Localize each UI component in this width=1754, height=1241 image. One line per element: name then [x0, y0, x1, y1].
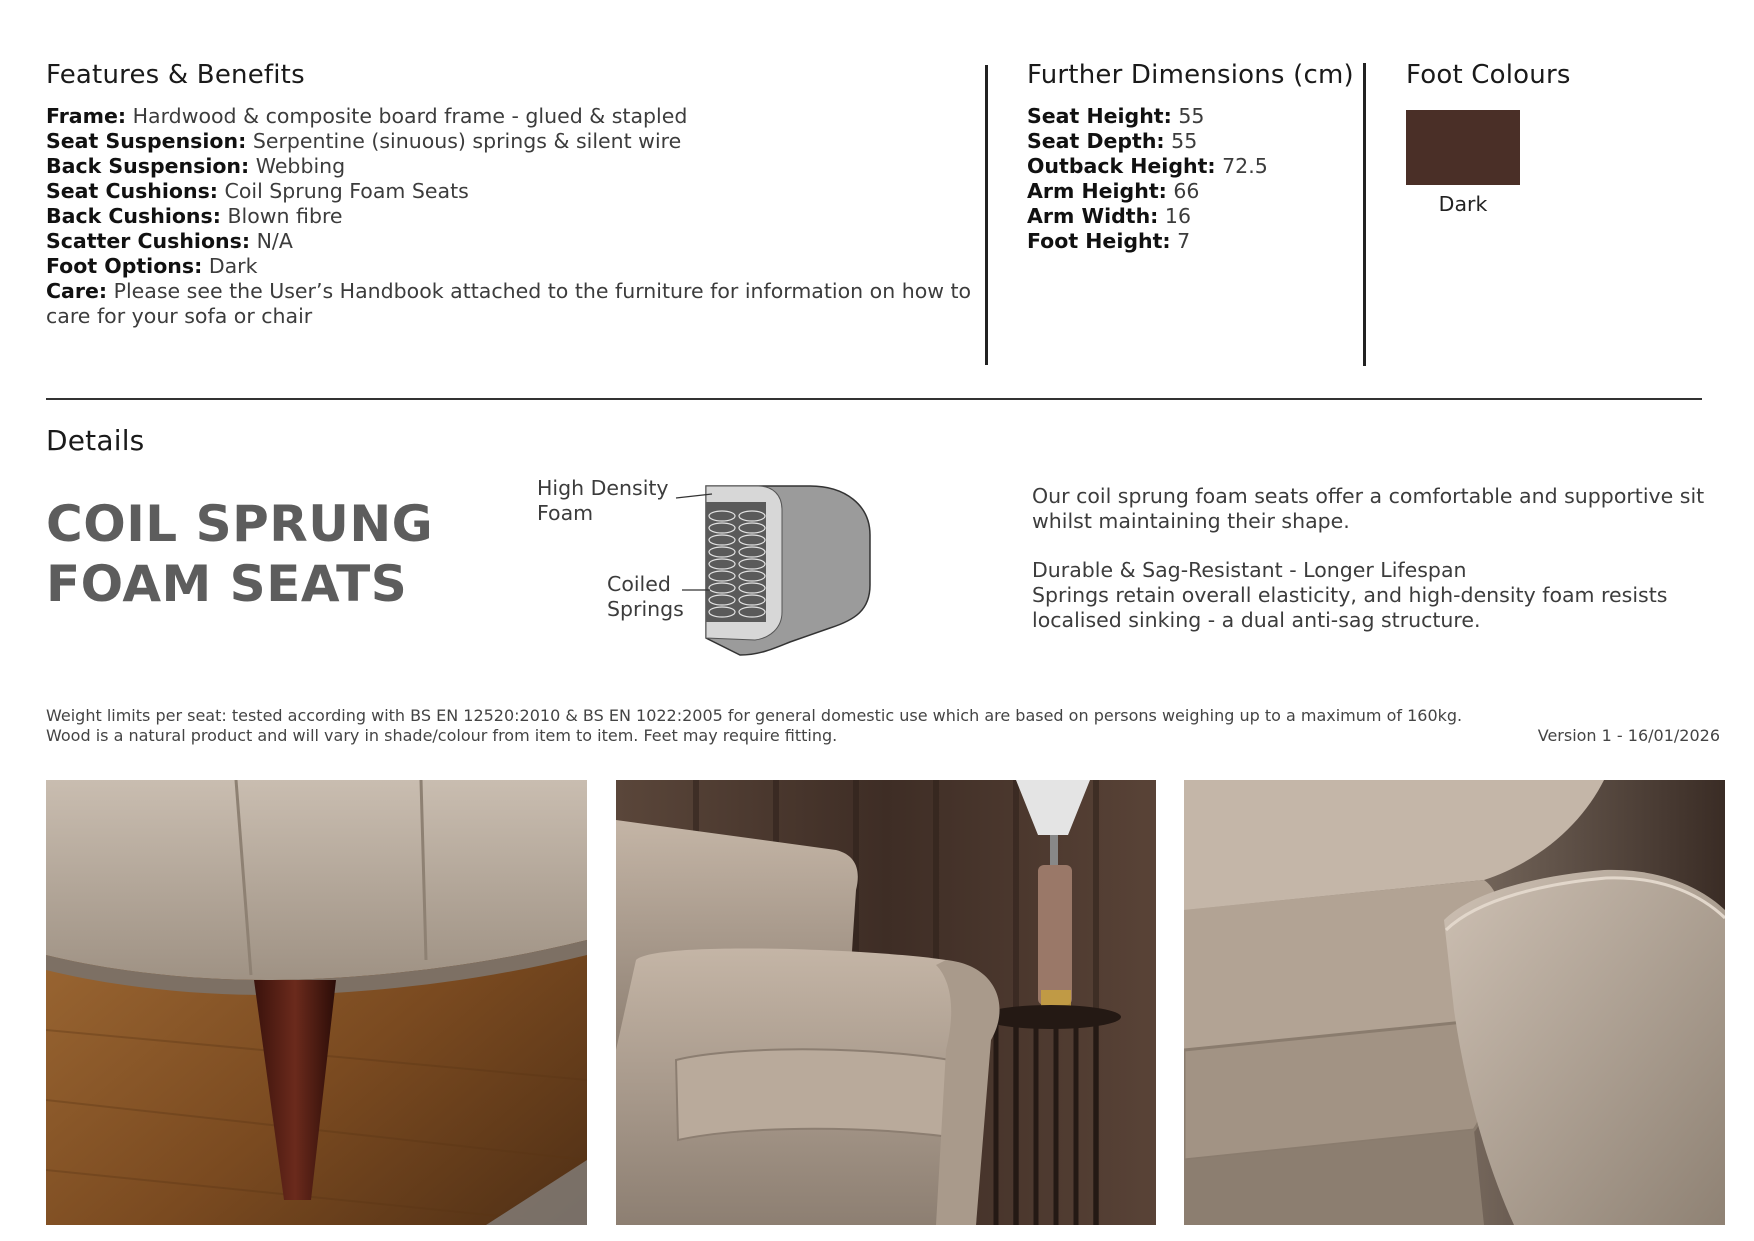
footer-notes — [46, 706, 1606, 746]
dimension-arm-height: Arm Height: 66 — [1027, 179, 1200, 203]
divider-1 — [985, 65, 988, 365]
feature-foot-options: Foot Options: Dark — [46, 254, 258, 278]
version-label: Version 1 - 16/01/2026 — [1537, 726, 1720, 745]
dimension-seat-height: Seat Height: 55 — [1027, 104, 1205, 128]
footer-note-weight: Weight limits per seat: tested according with BS EN 12520:2010 & BS EN 1022:2005 for general domestic use which are based on persons weighing up to a maximum of 160kg. — [46, 706, 1463, 725]
diagram-label-springs: Coiled Springs — [607, 572, 684, 621]
feature-back-suspension: Back Suspension: Webbing — [46, 154, 346, 178]
description-intro: Our coil sprung foam seats offer a comfortable and supportive sit whilst maintaining their shape. — [1032, 484, 1705, 533]
dimensions-list — [1027, 104, 1357, 254]
diagram-label-foam: High Density Foam — [537, 476, 669, 525]
dimension-outback-height: Outback Height: 72.5 — [1027, 154, 1268, 178]
description-body: Springs retain overall elasticity, and high-density foam resists localised sinking - a dual anti-sag structure. — [1032, 583, 1668, 632]
foot-colour-swatch-dark — [1406, 110, 1520, 185]
cushion-cross-section-diagram — [670, 480, 920, 660]
dimension-foot-height: Foot Height: 7 — [1027, 229, 1191, 253]
divider-2 — [1363, 63, 1366, 366]
feature-seat-cushions: Seat Cushions: Coil Sprung Foam Seats — [46, 179, 469, 203]
details-title-line2: FOAM SEATS — [46, 555, 408, 613]
armrest-image — [1184, 780, 1725, 1225]
details-title-line1: COIL SPRUNG — [46, 495, 434, 553]
description-subtitle: Durable & Sag-Resistant - Longer Lifespan — [1032, 558, 1467, 582]
foot-colours-heading: Foot Colours — [1406, 60, 1571, 90]
features-list — [46, 104, 976, 329]
feature-frame: Frame: Hardwood & composite board frame - glued & stapled — [46, 104, 688, 128]
dimensions-heading: Further Dimensions (cm) — [1027, 60, 1354, 90]
footer-note-wood: Wood is a natural product and will vary in shade/colour from item to item. Feet may require fitting. — [46, 726, 838, 745]
details-description — [1032, 484, 1712, 633]
armchair-image — [616, 780, 1156, 1225]
feature-seat-suspension: Seat Suspension: Serpentine (sinuous) springs & silent wire — [46, 129, 682, 153]
feature-scatter-cushions: Scatter Cushions: N/A — [46, 229, 293, 253]
foot-colour-label: Dark — [1438, 192, 1488, 216]
section-divider — [46, 398, 1702, 400]
sofa-leg-image — [46, 780, 587, 1225]
feature-back-cushions: Back Cushions: Blown fibre — [46, 204, 343, 228]
feature-care: Care: Please see the User’s Handbook attached to the furniture for information on how to care for your sofa or chair — [46, 279, 972, 328]
details-heading: Details — [46, 424, 145, 457]
details-title — [46, 494, 433, 614]
features-heading: Features & Benefits — [46, 60, 305, 90]
dimension-seat-depth: Seat Depth: 55 — [1027, 129, 1198, 153]
dimension-arm-width: Arm Width: 16 — [1027, 204, 1192, 228]
